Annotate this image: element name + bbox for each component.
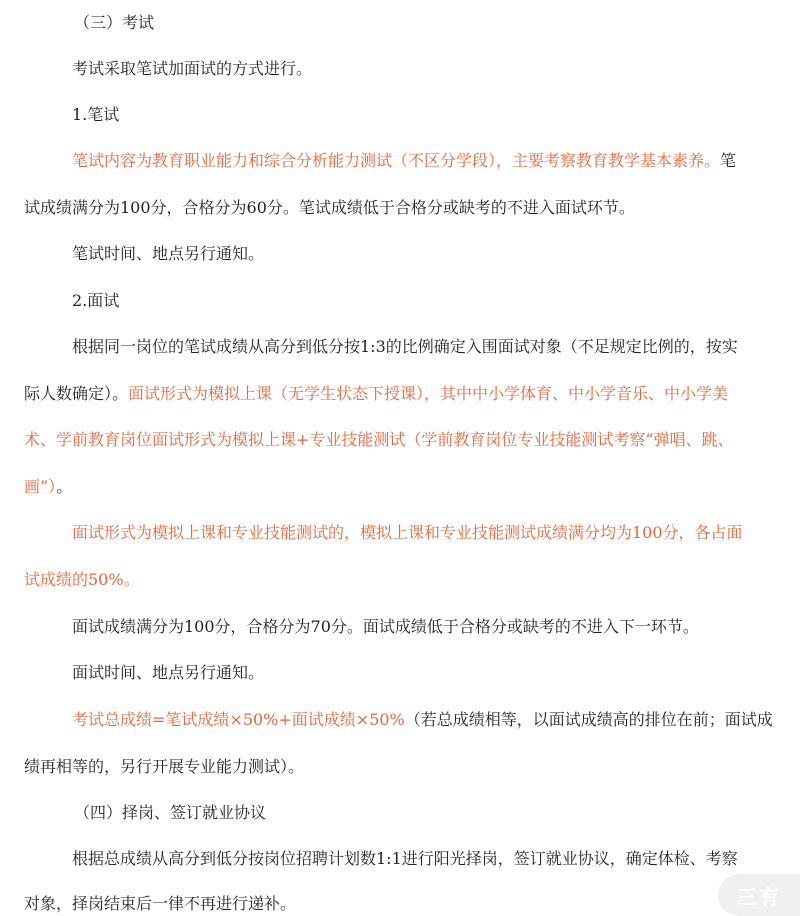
interview-title: 2.面试 bbox=[72, 291, 120, 310]
total-score-line-2: 绩再相等的，另行开展专业能力测试）。 bbox=[24, 757, 305, 776]
watermark-label: 三有 bbox=[737, 884, 781, 909]
interview-notice: 面试时间、地点另行通知。 bbox=[72, 663, 265, 682]
written-test-content-tail: 笔 bbox=[720, 151, 737, 170]
written-test-content-line-2: 试成绩满分为100分，合格分为60分。笔试成绩低于合格分或缺考的不进入面试环节。 bbox=[24, 198, 635, 217]
interview-p1-line-4-highlight: 画”） bbox=[24, 477, 57, 496]
post-selection-line-2: 对象，择岗结束后一律不再进行递补。 bbox=[24, 894, 297, 913]
interview-p1-line-2-highlight: 面试形式为模拟上课（无学生状态下授课），其中中小学体育、中小学音乐、中小学美 bbox=[128, 384, 729, 403]
post-selection-line-1: 根据总成绩从高分到低分按岗位招聘计划数1:1进行阳光择岗，签订就业协议，确定体检、考察 bbox=[72, 849, 738, 868]
section-heading-post-selection: （四）择岗、签订就业协议 bbox=[74, 803, 267, 822]
interview-p1-line-4 bbox=[24, 476, 72, 498]
exam-intro: 考试采取笔试加面试的方式进行。 bbox=[72, 59, 313, 78]
interview-p1-line-3: 术、学前教育岗位面试形式为模拟上课+专业技能测试（学前教育岗位专业技能测试考察“弹唱、跳、 bbox=[24, 430, 734, 449]
interview-p3: 面试成绩满分为100分，合格分为70分。面试成绩低于合格分或缺考的不进入下一环节。 bbox=[72, 617, 699, 636]
interview-p2-line-2: 试成绩的50%。 bbox=[24, 570, 140, 589]
written-test-content-line-1 bbox=[72, 150, 736, 172]
interview-p1-line-4-end: 。 bbox=[56, 477, 73, 496]
watermark-badge bbox=[718, 874, 800, 916]
total-score-formula-rest: （若总成绩相等，以面试成绩高的排位在前；面试成 bbox=[404, 710, 773, 729]
written-test-title: 1.笔试 bbox=[72, 105, 120, 124]
section-heading-exam: （三）考试 bbox=[74, 13, 155, 32]
total-score-line-1 bbox=[72, 709, 773, 731]
interview-p2-line-1: 面试形式为模拟上课和专业技能测试的，模拟上课和专业技能测试成绩满分均为100分，各占面 bbox=[72, 523, 743, 542]
interview-p1-line-2-plain: 际人数确定）。 bbox=[24, 384, 129, 403]
interview-p1-line-1: 根据同一岗位的笔试成绩从高分到低分按1:3的比例确定入围面试对象（不足规定比例的，按实 bbox=[72, 337, 738, 356]
written-test-notice: 笔试时间、地点另行通知。 bbox=[72, 244, 265, 263]
interview-p1-line-2 bbox=[24, 383, 728, 405]
total-score-formula: 考试总成绩=笔试成绩×50%+面试成绩×50% bbox=[72, 710, 405, 729]
written-test-content-highlight: 笔试内容为教育职业能力和综合分析能力测试（不区分学段），主要考察教育教学基本素养。 bbox=[72, 151, 721, 170]
